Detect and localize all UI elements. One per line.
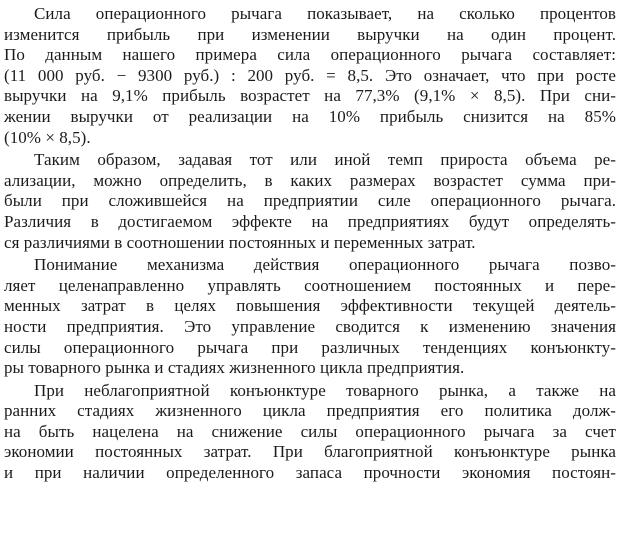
text-line: на быть нацелена на снижение силы операционного рычага за счет	[4, 421, 616, 441]
text-line: ранних стадиях жизненного цикла предприятия его политика долж-	[4, 401, 616, 421]
text-line: ности предприятия. Это управление сводится к изменению значения	[4, 316, 616, 336]
paragraph-2	[4, 150, 616, 253]
text-line: Понимание механизма действия операционного рычага позво-	[34, 255, 616, 275]
text-line: и при наличии определенного запаса прочности экономия постоян-	[4, 463, 616, 483]
text-line: ры товарного рынка и стадиях жизненного цикла предприятия.	[4, 358, 465, 378]
text-line: экономии постоянных затрат. При благоприятной конъюнктуре рынка	[4, 442, 616, 462]
text-line: Сила операционного рычага показывает, на сколько процентов	[34, 4, 616, 23]
text-line: ализации, можно определить, в каких размерах возрастет сумма при-	[4, 170, 616, 190]
text-line: По данным нашего примера сила операционного рычага составляет:	[4, 45, 616, 65]
text-line: (10% × 8,5).	[4, 127, 91, 147]
text-line: выручки на 9,1% прибыль возрастет на 77,3% (9,1% × 8,5). При сни-	[4, 86, 616, 106]
text-line: Различия в достигаемом эффекте на предприятиях будут определять-	[4, 211, 616, 231]
text-line: (11 000 руб. − 9300 руб.) : 200 руб. = 8,5. Это означает, что при росте	[4, 65, 616, 85]
paragraph-3	[4, 255, 616, 379]
paragraph-1	[4, 4, 616, 148]
text-line: ляет целенаправленно управлять соотношением постоянных и пере-	[4, 275, 616, 295]
paragraph-4	[4, 381, 616, 484]
text-line: ся различиями в соотношении постоянных и переменных затрат.	[4, 232, 476, 252]
text-line: жении выручки от реализации на 10% прибыль снизится на 85%	[4, 106, 616, 126]
text-line: менных затрат в целях повышения эффективности текущей деятель-	[4, 296, 616, 316]
text-body	[4, 4, 616, 486]
text-line: были при сложившейся на предприятии силе операционного рычага.	[4, 191, 616, 211]
text-line: При неблагоприятной конъюнктуре товарного рынка, а также на	[34, 380, 616, 400]
text-line: изменится прибыль при изменении выручки на один процент.	[4, 24, 616, 44]
text-line: силы операционного рычага при различных тенденциях конъюнкту-	[4, 337, 616, 357]
text-line: Таким образом, задавая тот или иной темп прироста объема ре-	[34, 150, 616, 170]
